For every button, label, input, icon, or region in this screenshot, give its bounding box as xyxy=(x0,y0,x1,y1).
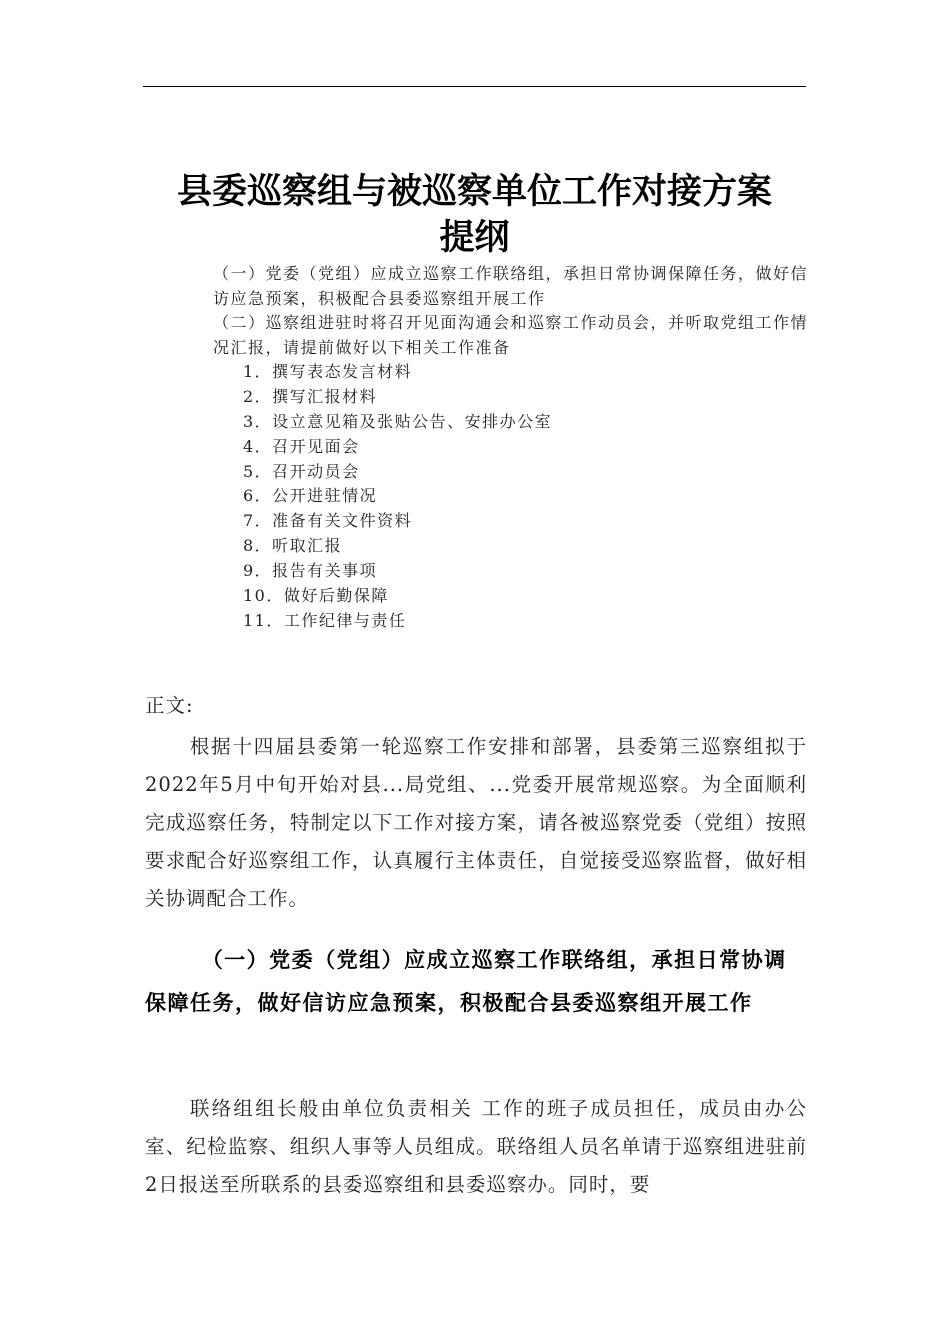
outline-subitem: 6．公开进驻情况 xyxy=(243,486,378,506)
outline-item-1: （一）党委（党组）应成立巡察工作联络组，承担日常协调保障任务，做好信访应急预案，积极配合县委巡察组开展工作 xyxy=(213,264,809,308)
body-label: 正文: xyxy=(145,694,194,717)
outline-subitem: 8．听取汇报 xyxy=(243,536,343,556)
outline-subitem: 5．召开动员会 xyxy=(243,461,360,481)
body-paragraph-1: 根据十四届县委第一轮巡察工作安排和部署，县委第三巡察组拟于2022年5月中旬开始对县...局党组、...党委开展常规巡察。为全面顺利完成巡察任务，特制定以下工作对接方案，请各被巡察党委（党组）按照要求配合好巡察组工作，认真履行主体责任，自觉接受巡察监督，做好相关协调配合工作。 xyxy=(145,735,807,910)
outline-subitem: 4．召开见面会 xyxy=(243,436,360,456)
outline-subitem: 7．准备有关文件资料 xyxy=(243,511,413,531)
document-title: 县委巡察组与被巡察单位工作对接方案 xyxy=(176,171,772,212)
outline-subitems xyxy=(213,360,813,634)
outline xyxy=(213,262,813,634)
outline-subitem: 9．报告有关事项 xyxy=(243,561,378,581)
outline-subitem: 3．设立意见箱及张贴公告、安排办公室 xyxy=(243,411,553,431)
section-heading-1: （一）党委（党组）应成立巡察工作联络组，承担日常协调保障任务，做好信访应急预案，积极配合县委巡察组开展工作 xyxy=(145,947,787,1015)
body-paragraph-2: 联络组组长般由单位负责相关 工作的班子成员担任，成员由办公室、纪检监察、组织人事等人员组成。联络组人员名单请于巡察组进驻前2日报送至所联系的县委巡察组和县委巡察办。同时，要 xyxy=(145,1097,807,1196)
outline-subitem: 11．工作纪律与责任 xyxy=(243,610,407,630)
document-title-line2: 提纲 xyxy=(439,217,510,258)
outline-subitem: 1．撰写表态发言材料 xyxy=(243,362,413,381)
outline-item-2: （二）巡察组进驻时将召开见面沟通会和巡察工作动员会，并听取党组工作情况汇报，请提前做好以下相关工作准备 xyxy=(213,313,809,357)
outline-subitem: 10．做好后勤保障 xyxy=(243,586,389,606)
header-rule xyxy=(143,86,806,87)
outline-subitem: 2．撰写汇报材料 xyxy=(243,386,378,406)
